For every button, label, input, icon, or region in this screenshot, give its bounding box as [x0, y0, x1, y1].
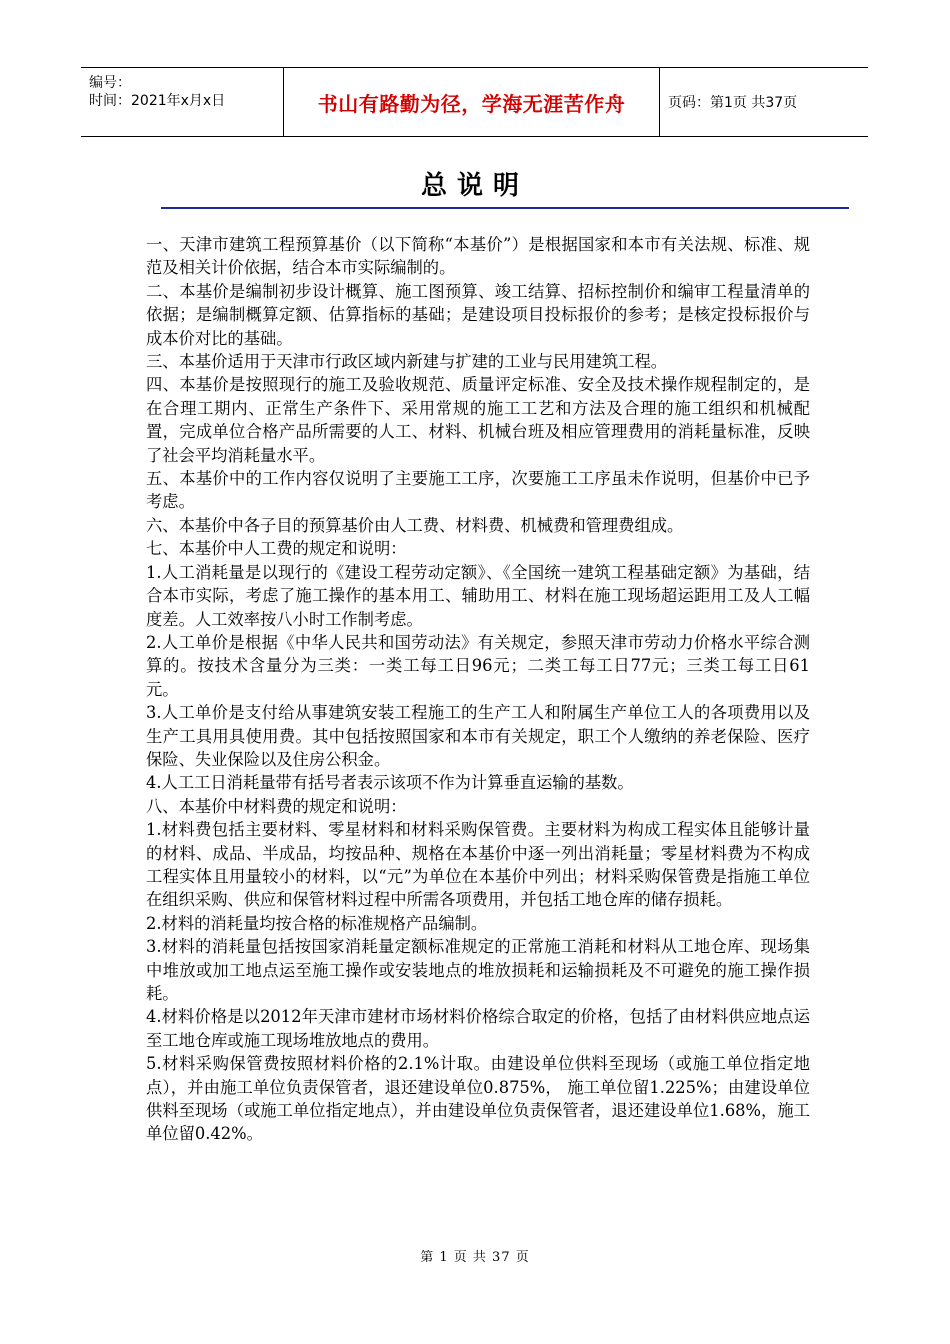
body-text — [146, 233, 810, 1146]
paragraph: 4.人工工日消耗量带有括号者表示该项不作为计算垂直运输的基数。 — [146, 773, 634, 793]
paragraph: 4.材料价格是以2012年天津市建材市场材料价格综合取定的价格，包括了由材料供应地点运至工地仓库或施工现场堆放地点的费用。 — [146, 1007, 810, 1050]
paragraph: 3.材料的消耗量包括按国家消耗量定额标准规定的正常施工消耗和材料从工地仓库、现场集中堆放或加工地点运至施工操作或安装地点的堆放损耗和运输损耗及不可避免的施工操作损耗。 — [146, 937, 810, 1003]
paragraph: 1.人工消耗量是以现行的《建设工程劳动定额》、《全国统一建筑工程基础定额》为基础，结合本市实际，考虑了施工操作的基本用工、辅助用工、材料在施工现场超运距用工及人工幅度差。人工效率按八小时工作制考虑。 — [146, 562, 810, 629]
paragraph: 1.材料费包括主要材料、零星材料和材料采购保管费。主要材料为构成工程实体且能够计量的材料、成品、半成品，均按品种、规格在本基价中逐一列出消耗量；零星材料费为不构成工程实体且用量较小的材料，以“元”为单位在本基价中列出；材料采购保管费是指施工单位在组织采购、供应和保管材料过程中所需各项费用，并包括工地仓库的储存损耗。 — [146, 820, 810, 910]
paragraph: 四、本基价是按照现行的施工及验收规范、质量评定标准、安全及技术操作规程制定的，是在合理工期内、正常生产条件下、采用常规的施工工艺和方法及合理的施工组织和机械配置，完成单位合格产品所需要的人工、材料、机械台班及相应管理费用的消耗量标准，反映了社会平均消耗量水平。 — [146, 375, 810, 465]
document-date: 时间：2021年x月x日 — [89, 93, 226, 109]
paragraph: 2.人工单价是根据《中华人民共和国劳动法》有关规定，参照天津市劳动力价格水平综合测算的。按技术含量分为三类：一类工每工日96元；二类工每工日77元；三类工每工日61元。 — [146, 632, 810, 699]
document-number: 编号： — [89, 75, 131, 91]
paragraph: 三、本基价适用于天津市行政区域内新建与扩建的工业与民用建筑工程。 — [146, 352, 668, 372]
title-underline — [161, 207, 849, 209]
page-title: 总说明 — [420, 171, 529, 201]
header-meta-cell — [81, 68, 284, 136]
paragraph: 一、天津市建筑工程预算基价（以下简称“本基价”）是根据国家和本市有关法规、标准、规范及相关计价依据，结合本市实际编制的。 — [146, 235, 810, 278]
paragraph: 五、本基价中的工作内容仅说明了主要施工工序，次要施工工序虽未作说明，但基价中已予考虑。 — [146, 469, 810, 512]
header-motto: 书山有路勤为径，学海无涯苦作舟 — [284, 68, 660, 136]
header-page-info: 页码：第1页 共37页 — [668, 95, 798, 111]
paragraph: 六、本基价中各子目的预算基价由人工费、材料费、机械费和管理费组成。 — [146, 515, 684, 535]
paragraph: 5.材料采购保管费按照材料价格的2.1%计取。由建设单位供料至现场（或施工单位指定地点），并由施工单位负责保管者，退还建设单位0.875%， 施工单位留1.225%；由建设单位供料至现场（或施工单位指定地点），并由建设单位负责保管者，退还建设单位1.68%，施工单位留0.42%。 — [146, 1054, 810, 1144]
section-heading: 七、本基价中人工费的规定和说明： — [146, 539, 407, 559]
page-footer: 第 1 页 共 37 页 — [420, 1250, 530, 1265]
paragraph: 二、本基价是编制初步设计概算、施工图预算、竣工结算、招标控制价和编审工程量清单的依据；是编制概算定额、估算指标的基础；是建设项目投标报价的参考；是核定投标报价与成本价对比的基础。 — [146, 281, 810, 348]
paragraph: 2.材料的消耗量均按合格的标准规格产品编制。 — [146, 913, 488, 933]
section-heading: 八、本基价中材料费的规定和说明： — [146, 796, 407, 816]
paragraph: 3.人工单价是支付给从事建筑安装工程施工的生产工人和附属生产单位工人的各项费用以及生产工具用具使用费。其中包括按照国家和本市有关规定，职工个人缴纳的养老保险、医疗保险、失业保险以及住房公积金。 — [146, 703, 810, 769]
page-header — [81, 67, 868, 137]
